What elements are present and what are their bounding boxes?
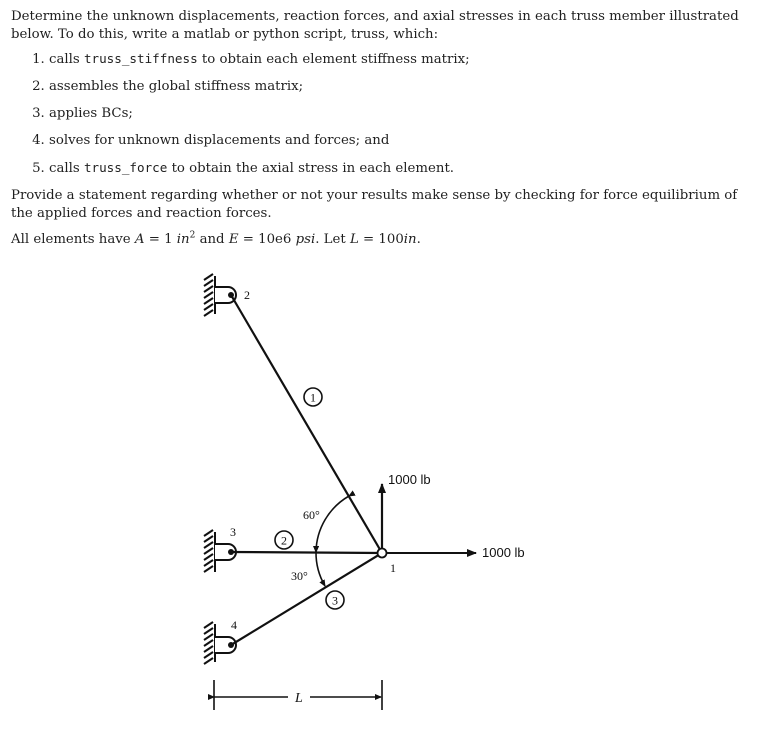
element-1-label: 1 bbox=[310, 390, 316, 405]
pin-node-4 bbox=[228, 642, 234, 648]
code-truss-force: truss_force bbox=[83, 160, 168, 175]
dimension-label: L bbox=[295, 691, 303, 706]
angle-label-60: 60° bbox=[303, 508, 320, 522]
pin-node-3 bbox=[228, 549, 234, 555]
code-truss-stiffness: truss_stiffness bbox=[83, 51, 198, 66]
truss-member-3 bbox=[231, 553, 382, 645]
step-item-3: 3. applies BCs; bbox=[49, 105, 751, 123]
force-label-horizontal: 1000 lb bbox=[482, 545, 525, 560]
element-2-label: 2 bbox=[281, 533, 287, 548]
force-label-vertical: 1000 lb bbox=[388, 472, 431, 487]
problem-intro: Determine the unknown displacements, reaction forces, and axial stresses in each truss member illustrated below. To do this, write a matlab or python script, truss, which: bbox=[11, 9, 739, 42]
step-item-4: 4. solves for unknown displacements and forces; and bbox=[49, 132, 751, 150]
step-item-2: 2. assembles the global stiffness matrix; bbox=[49, 78, 751, 96]
node-label-3: 3 bbox=[230, 525, 236, 539]
node-1-joint bbox=[378, 549, 387, 558]
material-properties: All elements have A = 1 $in^2$ and E = 10e6 psi. Let L = 100in. bbox=[11, 230, 421, 247]
node-label-2: 2 bbox=[244, 288, 250, 302]
node-label-4: 4 bbox=[231, 618, 237, 632]
element-3-label: 3 bbox=[332, 593, 338, 608]
step-item-5: 5. calls truss_force to obtain the axial stress in each element. bbox=[49, 159, 751, 178]
equilibrium-statement: Provide a statement regarding whether or not your results make sense by checking for force equilibrium of the applied forces and reaction forces. bbox=[11, 188, 738, 221]
angle-arc-60 bbox=[316, 496, 349, 552]
angle-arc-30 bbox=[316, 552, 325, 586]
angle-label-30: 30° bbox=[291, 569, 308, 583]
node-label-1: 1 bbox=[390, 561, 396, 575]
truss-member-2 bbox=[231, 552, 382, 553]
step-item-1: 1. calls truss_stiffness to obtain each element stiffness matrix; bbox=[49, 50, 751, 69]
pin-node-2 bbox=[228, 292, 234, 298]
